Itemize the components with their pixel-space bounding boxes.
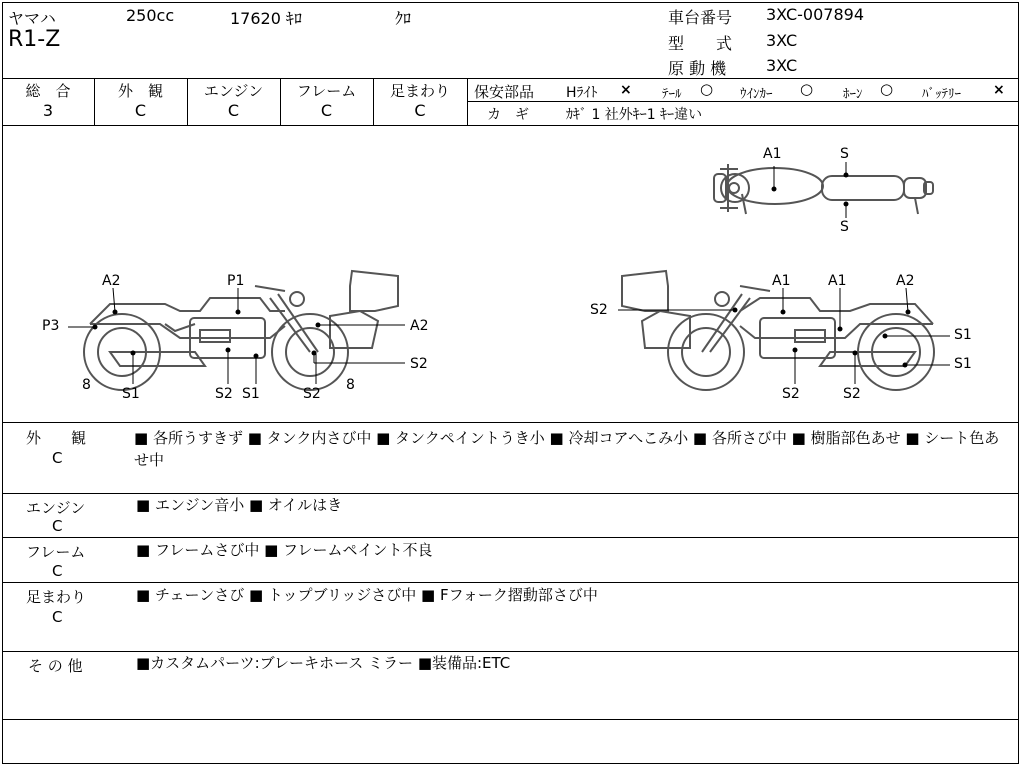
right-view-label: S1 [954, 327, 972, 343]
grade-value-suspension: C [414, 101, 426, 120]
model-name: R1-Z [8, 27, 61, 52]
section-grade-exterior: C [52, 449, 63, 467]
left-view-label: 8 [346, 377, 355, 393]
safety-tail-label: ﾃｰﾙ [662, 87, 682, 102]
grade-value-engine: C [227, 101, 240, 120]
section-title-suspension: 足まわり [26, 588, 87, 606]
mileage: 17620 ｷﾛ [230, 9, 302, 28]
right-view-label: A1 [828, 273, 847, 289]
section-title-other: そ の 他 [28, 657, 83, 675]
section-title-frame: フレーム [26, 543, 86, 561]
safety-title: 保安部品 [474, 83, 535, 101]
left-view-markers [68, 288, 405, 384]
section-grade-suspension: C [52, 608, 63, 626]
left-view-label: P1 [227, 273, 245, 289]
safety-winker-label: ｳｲﾝｶｰ [740, 87, 773, 102]
left-view-label: A2 [102, 273, 121, 289]
right-view-label: S1 [954, 356, 972, 372]
grade-label-exterior: 外 観 [117, 82, 163, 100]
section-text-suspension: ■ チェーンさび ■ トップブリッジさび中 ■ Fフォーク摺動部さび中 [136, 586, 598, 604]
right-view-label: S2 [843, 386, 861, 402]
key-label: カ ギ [487, 107, 529, 123]
safety-winker-status: ○ [800, 80, 814, 98]
right-view-label: S2 [590, 302, 608, 318]
grade-table-top [2, 78, 1019, 79]
safety-headlight-status: × [620, 82, 632, 98]
right-view-label: A2 [896, 273, 915, 289]
section-grade-frame: C [52, 562, 63, 580]
left-view-label: S2 [303, 386, 321, 402]
right-view-label: S2 [782, 386, 800, 402]
grade-divider [467, 78, 468, 125]
section-text-other: ■カスタムパーツ:ブレーキホース ミラー ■装備品:ETC [136, 654, 511, 672]
section-title-exterior: 外 観 [26, 429, 87, 447]
diagram-bottom-line [2, 422, 1019, 423]
section-grade-engine: C [52, 517, 63, 535]
type-value: 3XC [766, 31, 798, 50]
top-view-label-s-bottom: S [840, 219, 849, 235]
safety-horn-label: ﾎｰﾝ [843, 87, 863, 102]
motorcycle-diagram [0, 126, 1024, 422]
displacement: 250cc [126, 6, 175, 25]
section-text-exterior: ■ 各所うすきず ■ タンク内さび中 ■ タンクペイントうき小 ■ 冷却コアへこみ小 ■ 各所さび中 ■ 樹脂部色あせ ■ シート色あせ中 [134, 429, 1000, 469]
safety-headlight-label: Hﾗｲﾄ [566, 85, 598, 101]
maker: ヤマハ [8, 9, 56, 28]
frame-no-label: 車台番号 [668, 8, 733, 27]
grade-value-frame: C [320, 101, 333, 120]
grade-label-overall: 総 合 [25, 82, 71, 100]
left-view-label: S2 [215, 386, 233, 402]
section-divider [2, 537, 1019, 538]
safety-horn-status: ○ [880, 80, 894, 98]
safety-battery-label: ﾊﾞｯﾃﾘｰ [922, 87, 961, 102]
top-view-bike [714, 164, 933, 214]
left-view-label: P3 [42, 318, 60, 334]
top-view-label-s-top: S [840, 146, 849, 162]
left-view-label: S1 [122, 386, 140, 402]
grade-label-engine: エンジン [203, 82, 264, 100]
top-view-markers [772, 162, 849, 218]
grade-label-frame: フレーム [296, 82, 357, 100]
color: ｸﾛ [395, 9, 412, 28]
key-text: ｶｷﾞ 1 社外ｷｰ1 ｷｰ違い [566, 107, 703, 123]
left-view-label: S2 [410, 356, 428, 372]
engine-value: 3XC [766, 56, 798, 75]
safety-tail-status: ○ [700, 80, 714, 98]
section-title-engine: エンジン [26, 499, 86, 517]
section-text-frame: ■ フレームさび中 ■ フレームペイント不良 [136, 541, 433, 559]
section-divider [2, 582, 1019, 583]
top-view-label-a1: A1 [763, 146, 782, 162]
section-text-engine: ■ エンジン音小 ■ オイルはき [136, 496, 343, 514]
section-divider [2, 719, 1019, 720]
engine-label: 原 動 機 [668, 59, 727, 78]
left-view-label: A2 [410, 318, 429, 334]
frame-no: 3XC-007894 [766, 5, 864, 24]
left-view-label: S1 [242, 386, 260, 402]
grade-value-exterior: C [134, 101, 147, 120]
type-label: 型 式 [668, 34, 733, 53]
safety-battery-status: × [993, 82, 1005, 98]
left-view-label: 8 [82, 377, 91, 393]
right-view-label: A1 [772, 273, 791, 289]
grade-label-suspension: 足まわり [389, 82, 450, 100]
grade-value-overall: 3 [42, 101, 54, 120]
